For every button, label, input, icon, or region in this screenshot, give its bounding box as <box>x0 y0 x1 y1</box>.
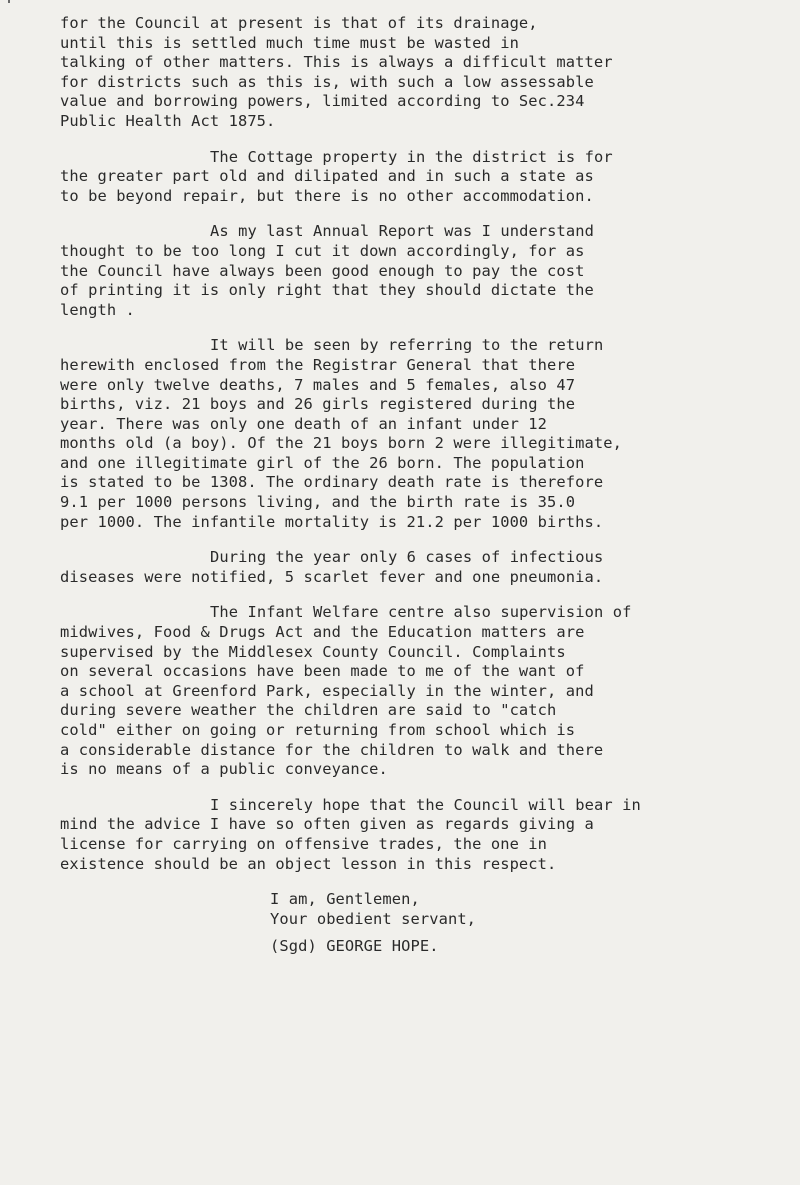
text-line: thought to be too long I cut it down accordingly, for as <box>60 241 585 260</box>
text-line: The Infant Welfare centre also supervision of <box>210 603 632 622</box>
letter-signature <box>60 937 740 957</box>
text-line: is stated to be 1308. The ordinary death rate is therefore <box>60 473 604 492</box>
page-edge-mark <box>8 0 10 3</box>
text-line: per 1000. The infantile mortality is 21.2 per 1000 births. <box>60 512 604 531</box>
paragraph-offensive-trades <box>60 796 740 874</box>
paragraph-infant-welfare <box>60 603 740 779</box>
text-line: Public Health Act 1875. <box>60 111 276 130</box>
text-line: and one illegitimate girl of the 26 born. The population <box>60 453 585 472</box>
text-line: births, viz. 21 boys and 26 girls registered during the <box>60 395 576 414</box>
paragraph-infectious-diseases <box>60 548 740 587</box>
text-line: length . <box>60 300 135 319</box>
text-line: herewith enclosed from the Registrar General that there <box>60 355 576 374</box>
text-line: is no means of a public conveyance. <box>60 760 388 779</box>
text-line: The Cottage property in the district is for <box>210 147 613 166</box>
paragraph-drainage <box>60 14 740 132</box>
text-line: supervised by the Middlesex County Council. Complaints <box>60 642 566 661</box>
text-line: a school at Greenford Park, especially in the winter, and <box>60 681 594 700</box>
text-line: year. There was only one death of an infant under 12 <box>60 414 548 433</box>
text-line: midwives, Food & Drugs Act and the Education matters are <box>60 623 585 642</box>
text-line: a considerable distance for the children to walk and there <box>60 740 604 759</box>
paragraph-vital-statistics <box>60 336 740 532</box>
text-line: were only twelve deaths, 7 males and 5 females, also 47 <box>60 375 576 394</box>
closing-line: I am, Gentlemen, <box>270 890 420 909</box>
text-line: license for carrying on offensive trades, the one in <box>60 834 548 853</box>
signature-line: (Sgd) GEORGE HOPE. <box>270 937 439 956</box>
paragraph-annual-report <box>60 222 740 320</box>
text-line: the Council have always been good enough to pay the cost <box>60 261 585 280</box>
paragraph-cottage-property <box>60 148 740 207</box>
letter-body <box>60 14 740 957</box>
text-line: until this is settled much time must be wasted in <box>60 33 519 52</box>
text-line: During the year only 6 cases of infectious <box>210 548 604 567</box>
text-line: of printing it is only right that they should dictate the <box>60 281 594 300</box>
text-line: 9.1 per 1000 persons living, and the birth rate is 35.0 <box>60 493 576 512</box>
text-line: It will be seen by referring to the return <box>210 336 604 355</box>
text-line: value and borrowing powers, limited according to Sec.234 <box>60 92 585 111</box>
text-line: months old (a boy). Of the 21 boys born 2 were illegitimate, <box>60 434 622 453</box>
text-line: I sincerely hope that the Council will bear in <box>210 795 641 814</box>
text-line: diseases were notified, 5 scarlet fever and one pneumonia. <box>60 567 604 586</box>
letter-closing <box>60 890 740 929</box>
text-line: for the Council at present is that of its drainage, <box>60 14 538 32</box>
text-line: the greater part old and dilipated and in such a state as <box>60 167 594 186</box>
closing-line: Your obedient servant, <box>270 909 477 928</box>
text-line: existence should be an object lesson in this respect. <box>60 854 557 873</box>
text-line: mind the advice I have so often given as regards giving a <box>60 815 594 834</box>
text-line: during severe weather the children are said to "catch <box>60 701 557 720</box>
text-line: for districts such as this is, with such a low assessable <box>60 72 594 91</box>
text-line: talking of other matters. This is always a difficult matter <box>60 53 613 72</box>
text-line: cold" either on going or returning from school which is <box>60 721 576 739</box>
text-line: to be beyond repair, but there is no other accommodation. <box>60 186 594 205</box>
text-line: on several occasions have been made to me of the want of <box>60 662 585 681</box>
text-line: As my last Annual Report was I understand <box>210 222 595 241</box>
